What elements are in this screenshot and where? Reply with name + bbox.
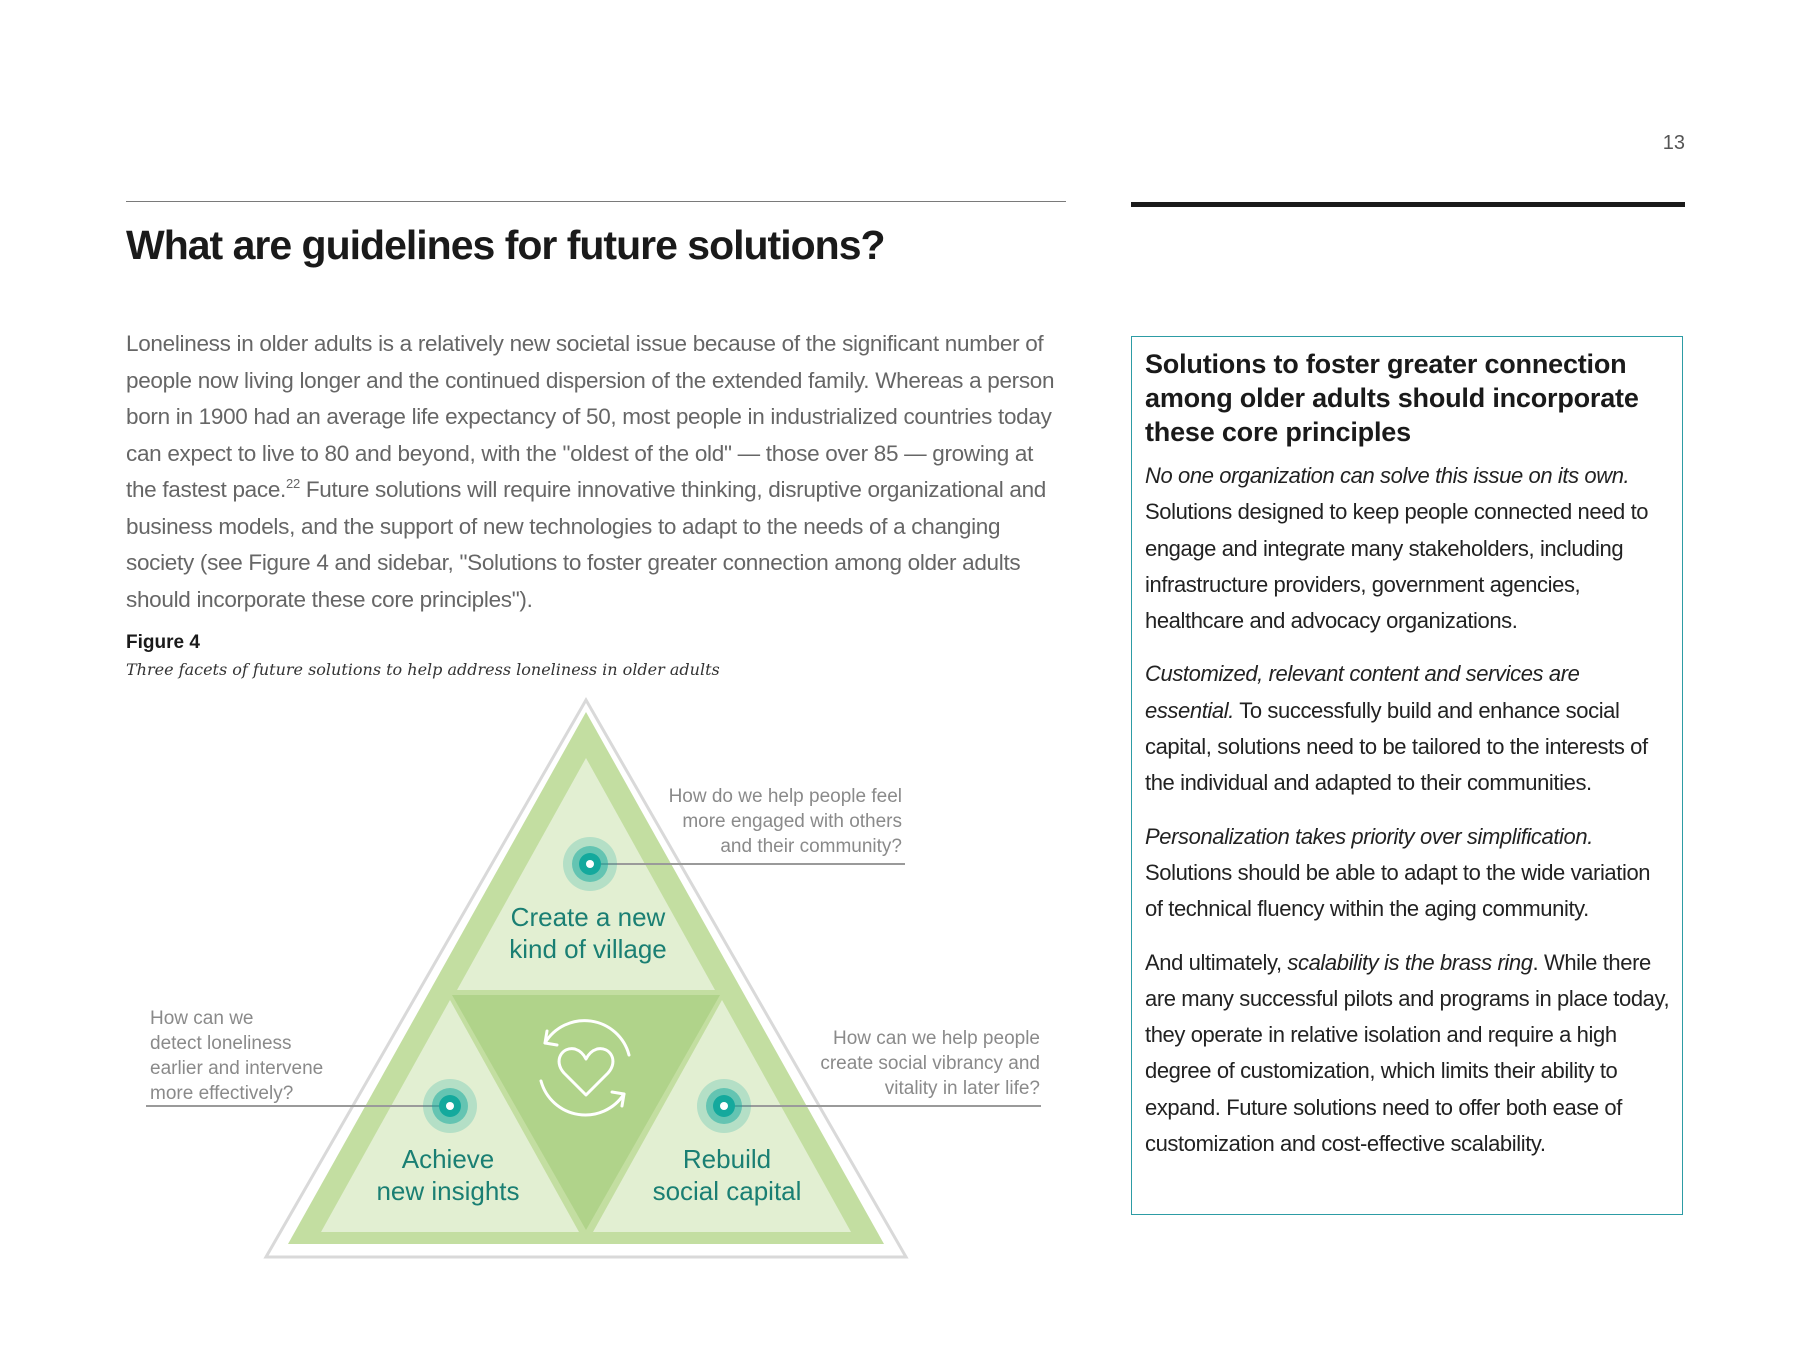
principle-paragraph bbox=[1145, 819, 1670, 928]
right-question-line-3: vitality in later life? bbox=[884, 1078, 1040, 1099]
top-question-line-1: How do we help people feel bbox=[668, 786, 902, 807]
right-dot-icon bbox=[697, 1079, 751, 1133]
top-question-line-3: and their community? bbox=[720, 836, 902, 857]
left-facet-title-line-1: Achieve bbox=[401, 1144, 495, 1174]
principle-text: To successfully build and enhance social capital, solutions need to be tailored to the interests of the individual and adapted to their communities. bbox=[1145, 697, 1648, 796]
principle-paragraph bbox=[1145, 458, 1670, 639]
final-text-after: . While there are many successful pilots and programs in place today, they operate in relative isolation and require a high degree of customization, which limits their ability to expand. Future solutions need to offer both ease of customization and cost-effective scalability. bbox=[1145, 949, 1670, 1157]
final-text-before: And ultimately, bbox=[1145, 949, 1288, 975]
right-question-line-1: How can we help people bbox=[832, 1028, 1040, 1049]
right-question-line-2: create social vibrancy and bbox=[820, 1053, 1040, 1074]
right-facet-title-line-2: social capital bbox=[652, 1176, 802, 1206]
page-number: 13 bbox=[1662, 132, 1685, 154]
top-facet-title-line-1: Create a new bbox=[510, 902, 666, 932]
top-question-line-2: more engaged with others bbox=[682, 811, 902, 832]
page-title: What are guidelines for future solutions? bbox=[126, 222, 885, 268]
footnote-ref: 22 bbox=[286, 476, 300, 491]
top-dot-icon bbox=[563, 837, 617, 891]
principles-sidebar bbox=[1131, 336, 1683, 1215]
principle-text: Solutions designed to keep people connected need to engage and integrate many stakeholders, including infrastructure providers, government agencies, healthcare and advocacy organizations. bbox=[1145, 499, 1649, 634]
left-question-line-4: more effectively? bbox=[150, 1083, 294, 1104]
final-lead: scalability is the brass ring bbox=[1287, 949, 1533, 975]
top-facet-title-line-2: kind of village bbox=[509, 934, 667, 964]
principle-paragraph-final bbox=[1145, 945, 1670, 1163]
figure-caption: Three facets of future solutions to help address loneliness in older adults bbox=[126, 660, 720, 679]
left-question-line-1: How can we bbox=[150, 1008, 254, 1029]
principle-lead: Personalization takes priority over simplification. bbox=[1145, 823, 1593, 849]
left-question-line-3: earlier and intervene bbox=[150, 1058, 324, 1079]
intro-text-1: Loneliness in older adults is a relatively new societal issue because of the significant number of people now living longer and the continued dispersion of the extended family. Whereas a person born in 1900 had an average life expectancy of 50, most people in industrialized countries today can expect to live to 80 and beyond, with the "oldest of the old" — those over 85 — growing at the fastest pace. bbox=[126, 331, 1055, 502]
principle-paragraph bbox=[1145, 656, 1670, 801]
principle-text: Solutions should be able to adapt to the wide variation of technical fluency within the aging community. bbox=[1145, 859, 1651, 922]
intro-text-2: Future solutions will require innovative thinking, disruptive organizational and business models, and the support of new technologies to adapt to the needs of a changing society (see Figure 4 and sidebar, "Solutions to foster greater connection among older adults should incorporate these core principles"). bbox=[126, 477, 1047, 612]
right-facet-title-line-1: Rebuild bbox=[682, 1144, 772, 1174]
sidebar-title: Solutions to foster greater connection among older adults should incorporate these core principles bbox=[1145, 349, 1639, 447]
left-dot-icon bbox=[423, 1079, 477, 1133]
left-facet-title-line-2: new insights bbox=[376, 1176, 520, 1206]
principle-lead: No one organization can solve this issue on its own. bbox=[1145, 463, 1630, 488]
left-question-line-2: detect loneliness bbox=[150, 1033, 292, 1054]
figure-label: Figure 4 bbox=[126, 632, 200, 653]
principle-lead: Customized, relevant content and services are essential. bbox=[1145, 661, 1580, 723]
